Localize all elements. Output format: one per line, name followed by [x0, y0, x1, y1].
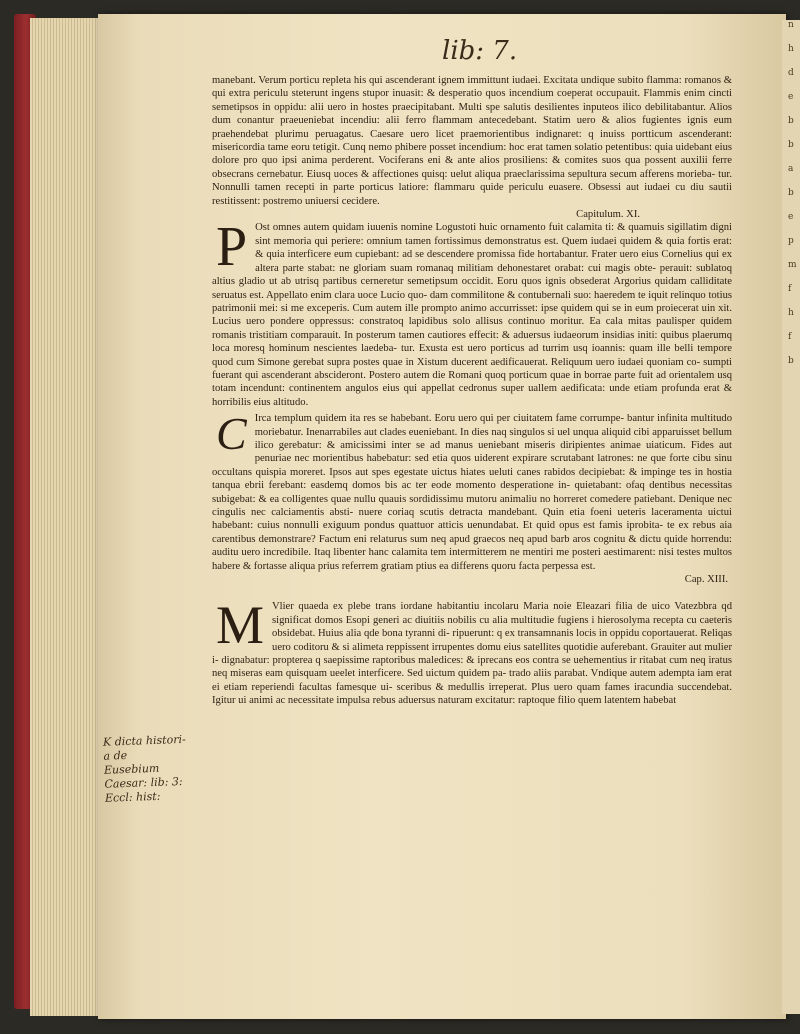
gutter-letter: m [788, 260, 797, 270]
gutter-letter: b [788, 140, 794, 150]
paragraph [212, 595, 732, 707]
gutter-letter: e [788, 92, 794, 102]
drop-capital: P [216, 216, 248, 279]
paragraph [212, 408, 732, 573]
drop-capital: M [216, 595, 265, 656]
text-block [212, 74, 732, 708]
paragraph: manebant. Verum porticu repleta his qui ascenderant ignem immittunt iudaei. Excitata undique subito flamma: romanos & qui extra periculu steterunt ingens stupor inuasit: & desperatio quos incendium coeperat occupauit. Flammis enim cincti semetipsos in oppidu: alii uero in hostes praecipitabant. Multi spe salutis desilientes inputeos ilico debilitabantur. Alios dum conantur praeueniebat incendiu: alii ferro flammam antecedebant. Statim uero & alios fugientes ignis eum praehendebat plurimu peruagatus. Caesare uero licet praemorientibus indignaret: q inuiss portticum ascenderant: misericordia tame eoru tetigit. Cunq nemo phibere posset incendium: hoc erat tamen solatio petentibus: quia uidebant eius dolore pro quo ipsi anima perderent. Vociferans eni & ante alios prosiliens: & comites suos qua possent auxilii ferre obsecrans cernebatur. Eiusq uoces & affectiones quisq: uelut aliqua praeclarissima sepultura secum afferens morieba- tur. Nonnulli tamen recepti in parte porticus latiore: flammaru quide periculu euasere. Obsessi aut iudaei cu diu sautii restitissent: postremo uniuersi cecidere. [212, 75, 732, 207]
facing-page-fragment [782, 20, 800, 1014]
gutter-letter: p [788, 236, 794, 246]
gutter-letter: n [788, 20, 794, 30]
gutter-letter: f [788, 284, 792, 294]
paragraph [212, 216, 732, 409]
margin-note-line: a de [103, 748, 128, 763]
chapter-heading: Capitulum. XI. [576, 209, 640, 221]
drop-capital: C [216, 408, 247, 460]
gutter-letter: d [788, 68, 794, 78]
chapter-heading: Cap. XIII. [684, 574, 728, 586]
margin-note-line: Eccl: hist: [104, 789, 161, 805]
gutter-letter: a [788, 164, 794, 174]
gutter-letter: f [788, 332, 792, 342]
page-edges [30, 18, 100, 1016]
gutter-letter: b [788, 116, 794, 126]
margin-note-line: Eusebium [103, 761, 160, 777]
folio-heading: lib: 7. [442, 36, 518, 66]
gutter-letter: b [788, 356, 794, 366]
gutter-letter: e [788, 212, 794, 222]
margin-note-line: Caesar: lib: 3: [104, 775, 183, 791]
paragraph-text: Ost omnes autem quidam iuuenis nomine Logustoti huic ornamento fuit calamita ti: & quamuis sigillatim digni sint memoria qui periere: omnium tamen fortissimus demonstratus est. Quem iudaei quidem & quia fortis erat: & quia interficere eum cupiebant: ad se descendere promissa fide hortabantur. Frater uero eius Cornelius qui ex altera parte stabat: ne gloriam suam romanaq militiam dehonestaret orabat: cui magis obte- perauit: sublatoq altius gladio ut ab utrisq partibus cerneretur semetipsum occidit. Eoru quos ignis obsederat Argorius quidam calliditate seruatus est. Appellato enim clara uoce Lucio quo- dam commilitone & contubernali suo: haeredem te iquit relinquo totius patrimonii mei: si me exceperis. Cum autem ille prompto animo accurrisset: ipse quidem qui se in eum proiecerat uin xit. Lucius uero pondere oppressus: constratoq lapidibus solo allisus continuo moritur. Ea cala mitas paulisper quidem romanis tristitiam comparauit. In posterum tamen cautiores effecit: & aduersus iudaeorum insidias initi: quibus plaerumq loca moresq hominum nescientes laedeba- tur. Exusta est uero porticus ad turrim usq ioannis: quam ille belli tempore quod cum Simone gerebat supra postes quae in Xistum ducerent aedificauerat. Reliquum uero iudaei quoniam co- sumpti fuerant qui ascenderant abscideront. Postero autem die Romani quoq porticum quae in borrae parte fuit ad orientalem usq totam incendunt: continentem angulos eius qui appellat cedronus super uallem aedificata: unde etiam profunda erat & horribilis eius altitudo. [212, 222, 732, 408]
gutter-letter: h [788, 308, 794, 318]
paragraph-text: Vlier quaeda ex plebe trans iordane habitantiu incolaru Maria noie Eleazari filia de uico Vatezbbra qd significat domos Esopi generi ac diuitiis nobilis cu alia multitudie fugiens i hierosolyma recepta cu caeteris obsidebat. Huius alia qde bona tyranni di- ripuerunt: q ex transamnanis locis in oppidu coportauerat. Reliqas uero coditoru & si alimeta reppissent irrupentes domu eius satellites quotidie auferebant. Grauiter aut mulier i- dignabatur: propterea q saepissime raptoribus maledices: & iprecans eos contra se uehementius ir ritabat cum neq iratus neq miseras eam quisquam ueelet interficere. Sed uictum quidem pa- trado aliis parabat. Vndique autem adempta iam erat ei etiam reperiendi facultas famesque ui- sceribus & medullis irreperat. Plus uero quam fames iracundia succendebat. Igitur ui animi ac necessitate impulsa rebus aduersus naturam excitatur: raptoque filio quem latentem habebat [212, 601, 732, 707]
margin-note-line: K dicta histori- [102, 732, 186, 749]
paragraph-text: Irca templum quidem ita res se habebant. Eoru uero qui per ciuitatem fame corrumpe- bantur infinita multitudo moriebatur. Inenarrabiles aut clades eueniebant. In dies naq singulos si uel unqua aliquid cibi apparuisset bellum ilico gerebatur: & amicissimi inter se ad manus ueniebant miseris diripientes animae uiaticum. Fides aut penuriae nec morientibus habebatur: sed etia quos uiderent expirare scrutabant latrones: ne que forte cibu sinu occultans quispia moreret. Ipsos aut spes egestate uictus hiates ueluti canes rabidos decipiebat: & impinge tes in hostia tanqua ebrii ferebant: easdemq domos bis ac ter eode momento desperatione in- quietabant: ofaq dentibus necessitas subigebat: & ea colligentes quae nullu quauis sordidissimu mutoru animaliu no horreret comedere patiebant. Denique nec cingulis nec calciamentis absti- nuere coriaq scutis detracta mandebant. Quin etia foeni ueteris laceramenta uictui habebant: cuius nonnulli exiguum pondus quattuor atticis uenundabat. Et quid opus est famis iprobita- te ex rebus aia carentibus demonstrare? Factum eni relaturus sum neq apud graecos neq apud barb aros cognitu & dictu quide horrendu: auditu uero incredibile. Itaq libenter hanc calamita tem intermitterem ne mentiri me posteri aestimarent: nisi testes multos habere & fortasse aliqua prius referrem gratiam ptius ea differens quoru facta perpessa est. [212, 413, 732, 572]
gutter-letter: b [788, 188, 794, 198]
handwritten-margin-note [103, 732, 205, 805]
gutter-letter: h [788, 44, 794, 54]
